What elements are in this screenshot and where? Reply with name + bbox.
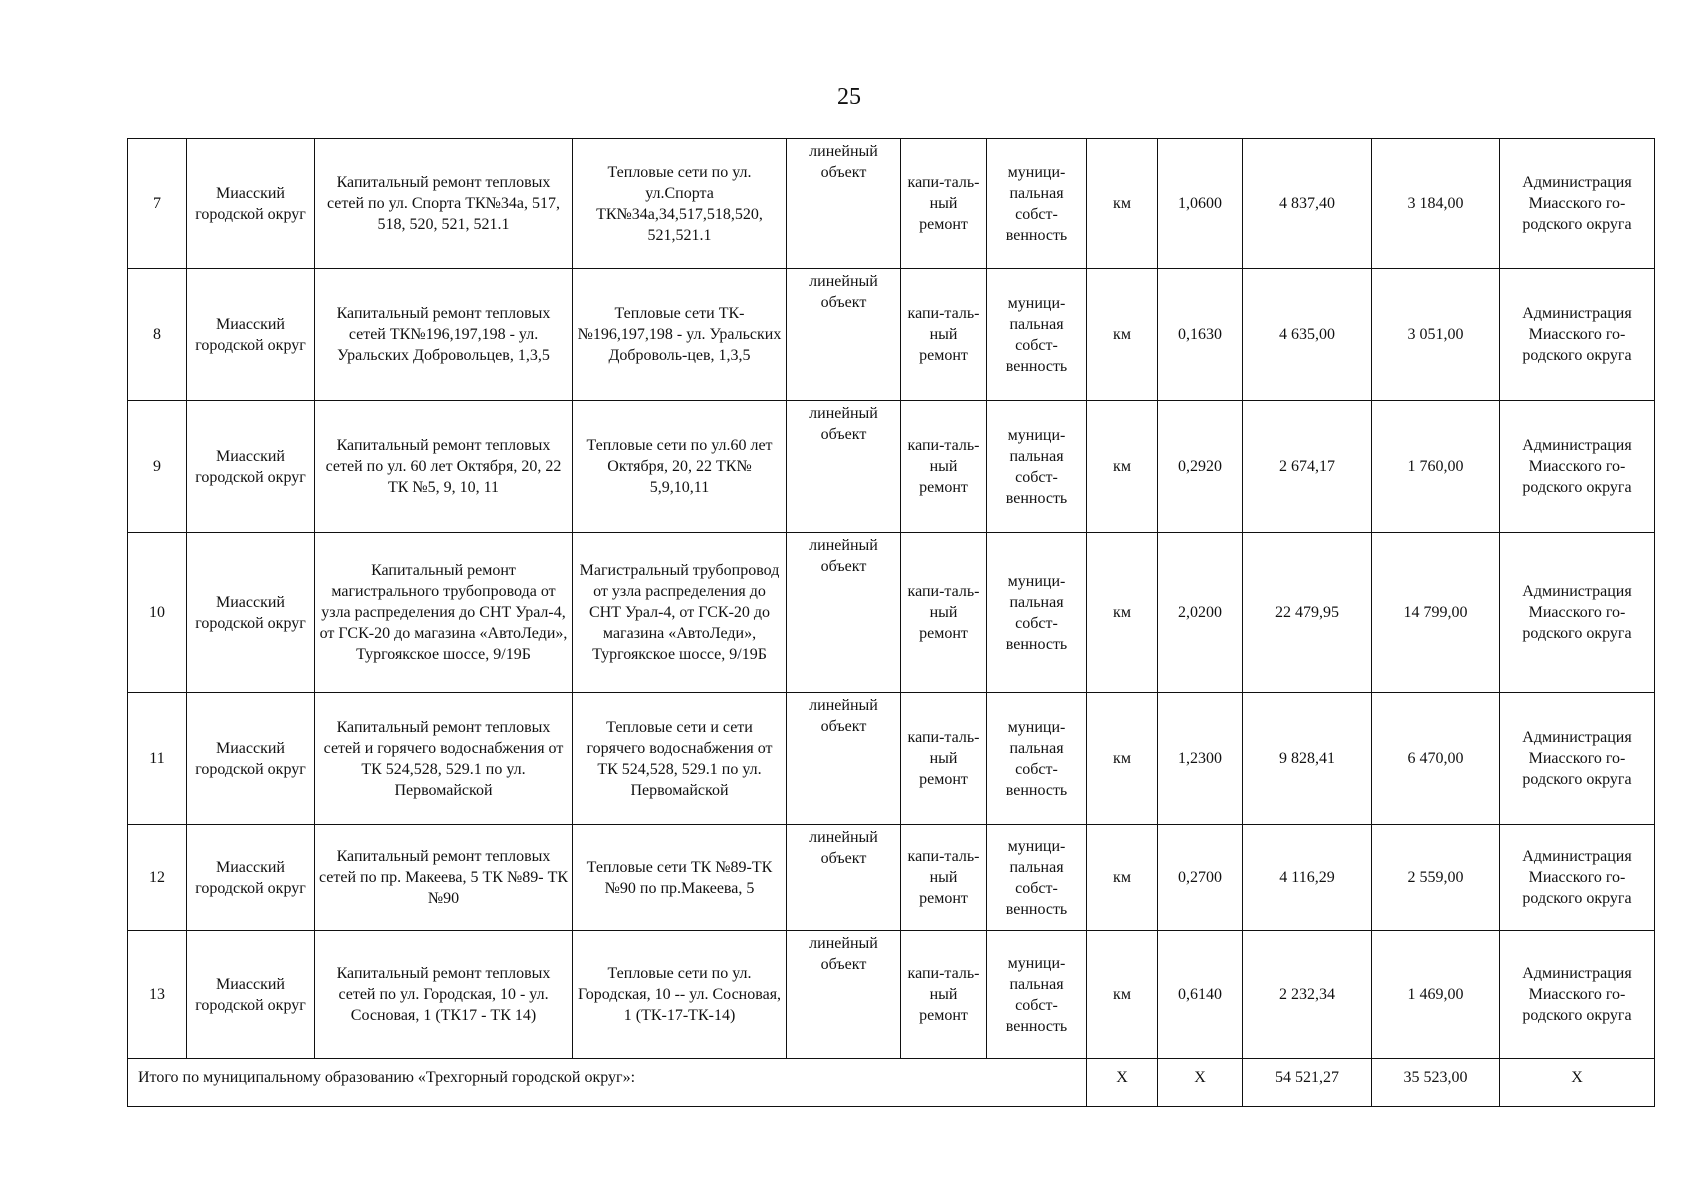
work-type-cell: капи-таль-ный ремонт: [901, 139, 987, 269]
object-name-cell: Тепловые сети по ул. ул.Спорта ТК№34а,34,517,518,520, 521,521.1: [573, 139, 787, 269]
customer-cell: Администрация Миасского го-родского округа: [1500, 269, 1655, 401]
object-name-cell: Тепловые сети ТК №89-ТК №90 по пр.Макеева, 5: [573, 825, 787, 931]
length-cell: 1,0600: [1158, 139, 1243, 269]
table-row: [128, 693, 1655, 825]
object-name-cell: Тепловые сети ТК-№196,197,198 - ул. Уральских Доброволь-цев, 1,3,5: [573, 269, 787, 401]
length-cell: 0,2700: [1158, 825, 1243, 931]
unit-cell: км: [1087, 401, 1158, 533]
cost-total-cell: 4 635,00: [1243, 269, 1372, 401]
unit-cell: км: [1087, 269, 1158, 401]
object-type-cell: линейный объект: [787, 269, 901, 401]
work-description-cell: Капитальный ремонт тепловых сетей по ул. 60 лет Октября, 20, 22 ТК №5, 9, 10, 11: [315, 401, 573, 533]
total-cost-total: 54 521,27: [1243, 1059, 1372, 1107]
municipality-cell: Миасский городской округ: [187, 533, 315, 693]
cost-budget-cell: 1 760,00: [1372, 401, 1500, 533]
ownership-cell: муници-пальная собст-венность: [987, 401, 1087, 533]
unit-cell: км: [1087, 693, 1158, 825]
work-type-cell: капи-таль-ный ремонт: [901, 533, 987, 693]
object-type-cell: линейный объект: [787, 139, 901, 269]
row-number: 13: [128, 931, 187, 1059]
work-type-cell: капи-таль-ный ремонт: [901, 931, 987, 1059]
customer-cell: Администрация Миасского го-родского округа: [1500, 693, 1655, 825]
customer-cell: Администрация Миасского го-родского округа: [1500, 401, 1655, 533]
table-row: [128, 269, 1655, 401]
cost-total-cell: 22 479,95: [1243, 533, 1372, 693]
object-name-cell: Тепловые сети по ул.60 лет Октября, 20, 22 ТК№ 5,9,10,11: [573, 401, 787, 533]
cost-total-cell: 4 837,40: [1243, 139, 1372, 269]
customer-cell: Администрация Миасского го-родского округа: [1500, 931, 1655, 1059]
table-row: [128, 533, 1655, 693]
cost-total-cell: 9 828,41: [1243, 693, 1372, 825]
work-description-cell: Капитальный ремонт тепловых сетей и горячего водоснабжения от ТК 524,528, 529.1 по ул. Первомайской: [315, 693, 573, 825]
length-cell: 1,2300: [1158, 693, 1243, 825]
projects-table: [127, 138, 1655, 1107]
cost-total-cell: 4 116,29: [1243, 825, 1372, 931]
municipality-cell: Миасский городской округ: [187, 931, 315, 1059]
municipality-cell: Миасский городской округ: [187, 269, 315, 401]
ownership-cell: муници-пальная собст-венность: [987, 533, 1087, 693]
municipality-cell: Миасский городской округ: [187, 825, 315, 931]
length-cell: 2,0200: [1158, 533, 1243, 693]
table-row: [128, 825, 1655, 931]
object-type-cell: линейный объект: [787, 931, 901, 1059]
unit-cell: км: [1087, 139, 1158, 269]
row-number: 9: [128, 401, 187, 533]
page-number: 25: [837, 84, 861, 110]
work-type-cell: капи-таль-ный ремонт: [901, 269, 987, 401]
ownership-cell: муници-пальная собст-венность: [987, 931, 1087, 1059]
object-name-cell: Магистральный трубопровод от узла распределения до СНТ Урал-4, от ГСК-20 до магазина «АвтоЛеди», Тургоякское шоссе, 9/19Б: [573, 533, 787, 693]
table-row: [128, 139, 1655, 269]
length-cell: 0,1630: [1158, 269, 1243, 401]
cost-budget-cell: 6 470,00: [1372, 693, 1500, 825]
customer-cell: Администрация Миасского го-родского округа: [1500, 139, 1655, 269]
ownership-cell: муници-пальная собст-венность: [987, 825, 1087, 931]
cost-budget-cell: 3 184,00: [1372, 139, 1500, 269]
object-name-cell: Тепловые сети по ул. Городская, 10 -- ул. Сосновая, 1 (ТК-17-ТК-14): [573, 931, 787, 1059]
row-number: 12: [128, 825, 187, 931]
row-number: 7: [128, 139, 187, 269]
cost-budget-cell: 3 051,00: [1372, 269, 1500, 401]
municipality-cell: Миасский городской округ: [187, 693, 315, 825]
table-row: [128, 401, 1655, 533]
object-type-cell: линейный объект: [787, 533, 901, 693]
ownership-cell: муници-пальная собст-венность: [987, 139, 1087, 269]
cost-total-cell: 2 232,34: [1243, 931, 1372, 1059]
cost-total-cell: 2 674,17: [1243, 401, 1372, 533]
ownership-cell: муници-пальная собст-венность: [987, 693, 1087, 825]
municipality-cell: Миасский городской округ: [187, 401, 315, 533]
cost-budget-cell: 1 469,00: [1372, 931, 1500, 1059]
object-name-cell: Тепловые сети и сети горячего водоснабжения от ТК 524,528, 529.1 по ул. Первомайской: [573, 693, 787, 825]
object-type-cell: линейный объект: [787, 825, 901, 931]
unit-cell: км: [1087, 533, 1158, 693]
row-number: 10: [128, 533, 187, 693]
work-description-cell: Капитальный ремонт тепловых сетей по ул. Городская, 10 - ул. Сосновая, 1 (ТК17 - ТК 14): [315, 931, 573, 1059]
work-description-cell: Капитальный ремонт тепловых сетей ТК№196,197,198 - ул. Уральских Добровольцев, 1,3,5: [315, 269, 573, 401]
customer-cell: Администрация Миасского го-родского округа: [1500, 533, 1655, 693]
total-unit: X: [1087, 1059, 1158, 1107]
work-description-cell: Капитальный ремонт тепловых сетей по ул. Спорта ТК№34а, 517, 518, 520, 521, 521.1: [315, 139, 573, 269]
municipality-cell: Миасский городской округ: [187, 139, 315, 269]
table-body: [128, 139, 1655, 1059]
ownership-cell: муници-пальная собст-венность: [987, 269, 1087, 401]
object-type-cell: линейный объект: [787, 693, 901, 825]
object-type-cell: линейный объект: [787, 401, 901, 533]
work-type-cell: капи-таль-ный ремонт: [901, 825, 987, 931]
cost-budget-cell: 14 799,00: [1372, 533, 1500, 693]
unit-cell: км: [1087, 931, 1158, 1059]
row-number: 8: [128, 269, 187, 401]
length-cell: 0,6140: [1158, 931, 1243, 1059]
work-description-cell: Капитальный ремонт магистрального трубопровода от узла распределения до СНТ Урал-4, от ГСК-20 до магазина «АвтоЛеди», Тургоякское шоссе, 9/19Б: [315, 533, 573, 693]
total-customer: X: [1500, 1059, 1655, 1107]
work-description-cell: Капитальный ремонт тепловых сетей по пр. Макеева, 5 ТК №89- ТК №90: [315, 825, 573, 931]
row-number: 11: [128, 693, 187, 825]
length-cell: 0,2920: [1158, 401, 1243, 533]
total-cost-budget: 35 523,00: [1372, 1059, 1500, 1107]
customer-cell: Администрация Миасского го-родского округа: [1500, 825, 1655, 931]
table-row: [128, 931, 1655, 1059]
work-type-cell: капи-таль-ный ремонт: [901, 693, 987, 825]
unit-cell: км: [1087, 825, 1158, 931]
work-type-cell: капи-таль-ный ремонт: [901, 401, 987, 533]
total-label: Итого по муниципальному образованию «Трехгорный городской округ»:: [128, 1059, 1087, 1107]
total-row: [128, 1059, 1655, 1107]
total-length: X: [1158, 1059, 1243, 1107]
cost-budget-cell: 2 559,00: [1372, 825, 1500, 931]
